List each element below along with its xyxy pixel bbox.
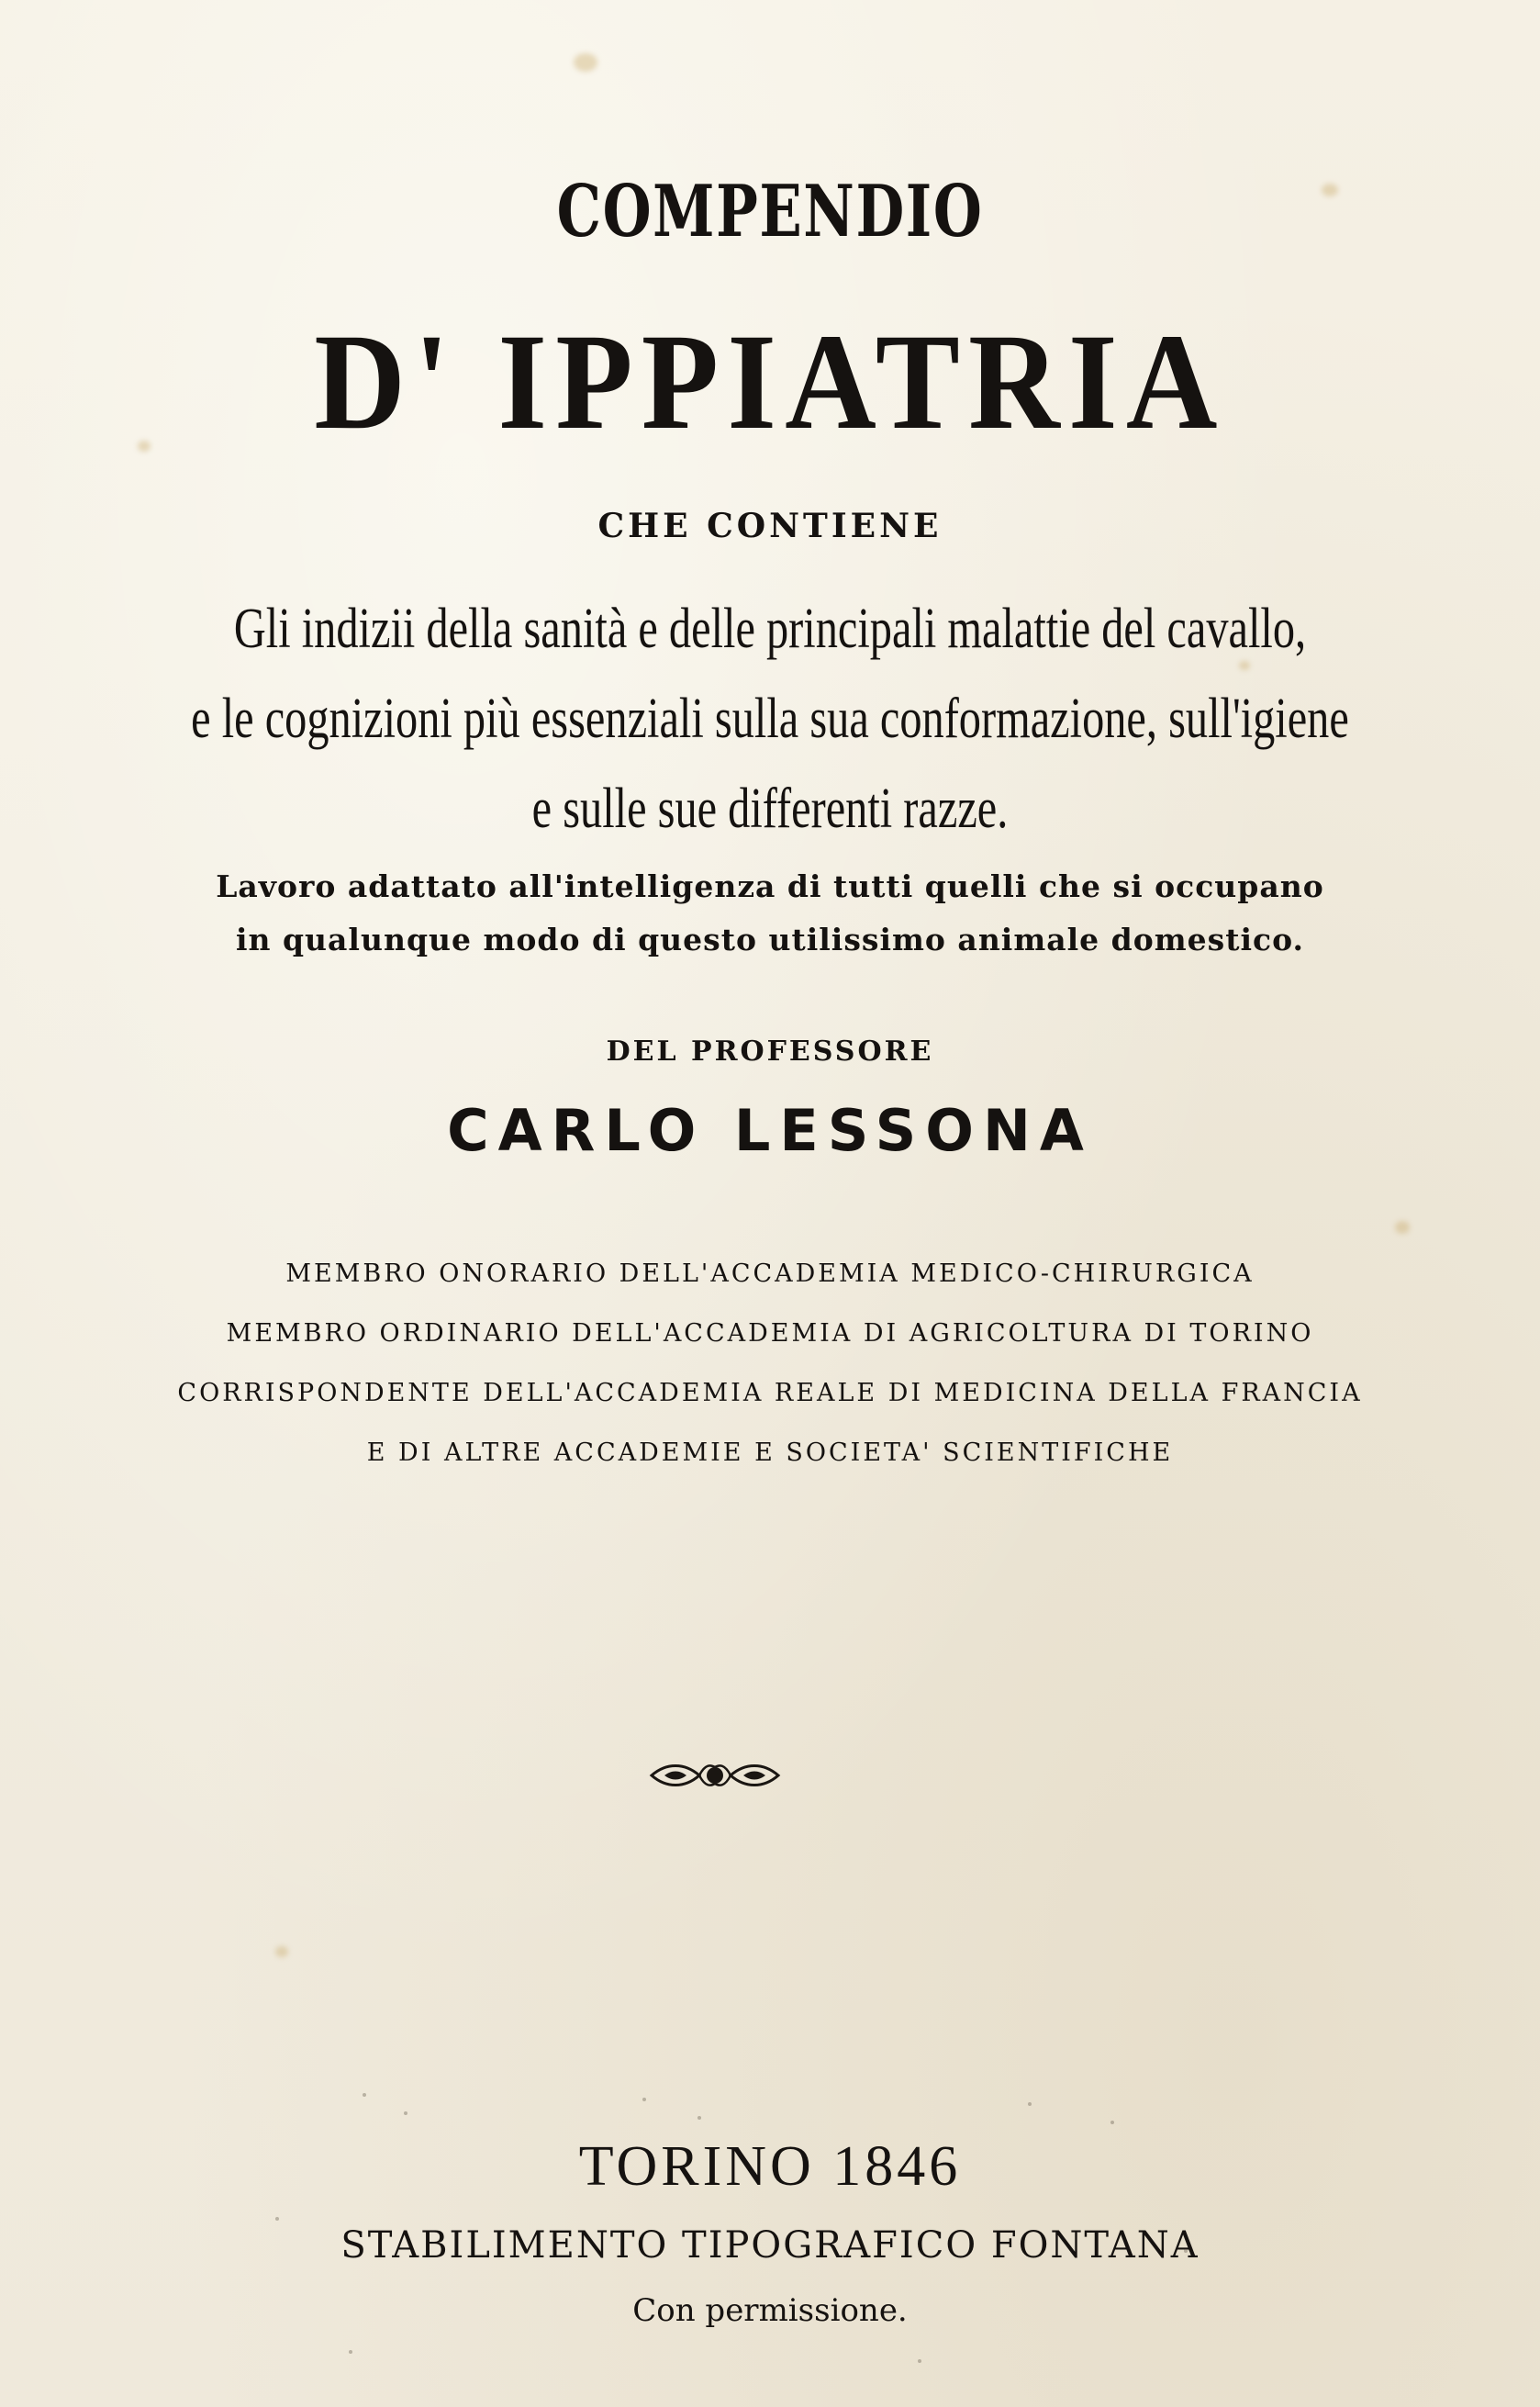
speckle-mark xyxy=(404,2111,407,2115)
affiliation-line: MEMBRO ONORARIO DELL'ACCADEMIA MEDICO-CHIRURGICA xyxy=(285,1259,1255,1288)
subtitle-intro: CHE CONTIENE xyxy=(597,507,943,545)
affiliation-line: MEMBRO ORDINARIO DELL'ACCADEMIA DI AGRICOLTURA DI TORINO xyxy=(226,1319,1314,1348)
imprint-printer: STABILIMENTO TIPOGRAFICO FONTANA xyxy=(340,2224,1200,2267)
foxing-spot xyxy=(574,53,597,72)
imprint-permission: Con permissione. xyxy=(632,2292,908,2329)
affiliation-line: E DI ALTRE ACCADEMIE E SOCIETA' SCIENTIFICHE xyxy=(366,1439,1174,1467)
speckle-mark xyxy=(918,2359,921,2363)
imprint-place-year: TORINO 1846 xyxy=(578,2135,962,2198)
description-line: e sulle sue differenti razze. xyxy=(531,778,1009,840)
description-line: e le cognizioni più essenziali sulla sua conformazione, sull'igiene xyxy=(191,688,1349,750)
foxing-spot xyxy=(1239,661,1250,670)
speckle-mark xyxy=(1110,2121,1114,2124)
speckle-mark xyxy=(1184,2249,1188,2253)
foxing-spot xyxy=(1395,1221,1410,1234)
purpose-line: in qualunque modo di questo utilissimo animale domestico. xyxy=(235,922,1305,957)
speckle-mark xyxy=(349,2350,352,2354)
fleuron-ornament-icon xyxy=(648,1753,782,1797)
title-line-1: COMPENDIO xyxy=(556,170,984,253)
foxing-spot xyxy=(275,1946,288,1957)
author-name: CARLO LESSONA xyxy=(447,1097,1093,1164)
speckle-mark xyxy=(363,2093,366,2097)
purpose-line: Lavoro adattato all'intelligenza di tutti quelli che si occupano xyxy=(216,868,1324,904)
affiliation-line: CORRISPONDENTE DELL'ACCADEMIA REALE DI MEDICINA DELLA FRANCIA xyxy=(177,1379,1363,1407)
author-intro: DEL PROFESSORE xyxy=(606,1036,934,1068)
speckle-mark xyxy=(1028,2102,1032,2106)
speckle-mark xyxy=(697,2116,701,2120)
description-line: Gli indizii della sanità e delle principali malattie del cavallo, xyxy=(233,598,1307,660)
speckle-mark xyxy=(642,2098,646,2101)
speckle-mark xyxy=(275,2217,279,2221)
title-line-2: D' IPPIATRIA xyxy=(314,306,1226,458)
